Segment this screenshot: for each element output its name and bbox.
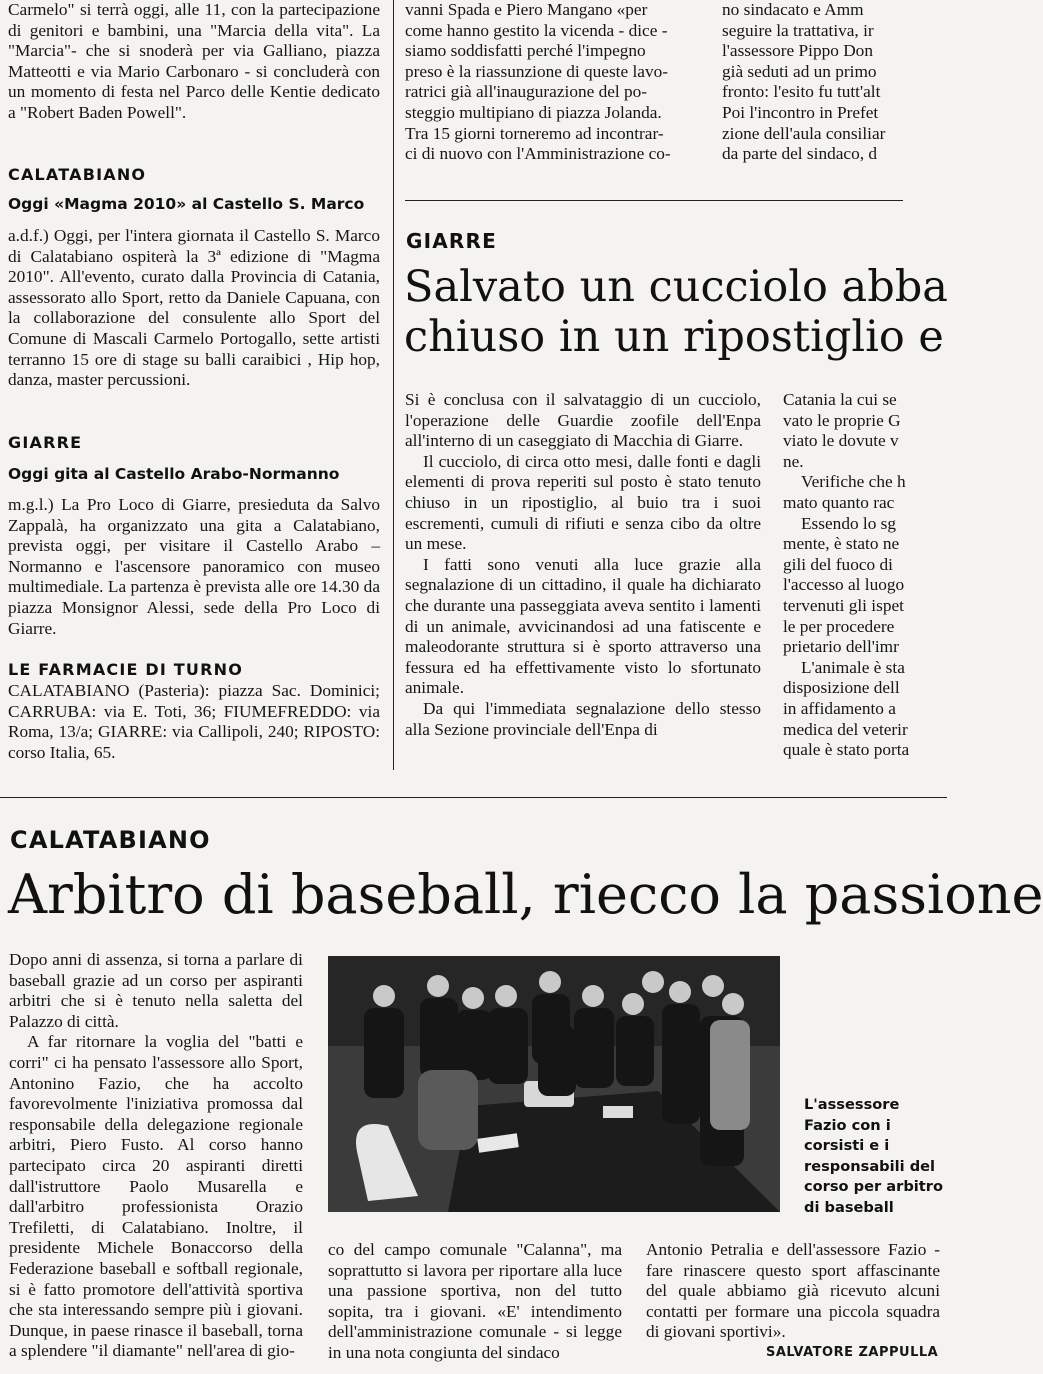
paragraph: Antonio Petralia e dell'assessore Fazio - fare rinascere questo sport affascinante del quale abbiamo già ricevuto alcuni contatti per formare una piccola squadra di giovani sportivi». — [646, 1240, 940, 1342]
text-line: disposizione dell — [783, 678, 900, 698]
article-divider — [0, 797, 947, 798]
text-line: preso è la riassunzione di queste lavo- — [405, 61, 668, 81]
text-line: Poi l'incontro in Prefet — [722, 102, 879, 122]
headline-baseball: Arbitro di baseball, riecco la passione — [8, 863, 1043, 926]
team-photo — [328, 956, 780, 1212]
text-line: ratrici già all'inaugurazione del po- — [405, 82, 648, 102]
text-line: zione dell'aula consiliar — [722, 123, 886, 143]
text-line: L'animale è sta — [801, 657, 905, 677]
kicker-giarre: GIARRE — [406, 229, 497, 253]
text-line: fronto: l'esito fu tutt'alt — [722, 82, 881, 102]
brief-intro — [8, 0, 380, 124]
kicker-calatabiano: CALATABIANO — [10, 826, 211, 854]
top-mid-column — [405, 0, 707, 165]
column-divider-left — [393, 0, 394, 770]
text-line: Essendo lo sg — [801, 513, 897, 533]
section-divider — [405, 200, 903, 201]
kicker-farmacie: LE FARMACIE DI TURNO — [8, 660, 244, 679]
text-line: prietario dell'imr — [783, 637, 899, 657]
cucciolo-column-a — [405, 390, 761, 740]
text-line: tervenuti gli ispet — [783, 595, 904, 615]
baseball-column-2 — [328, 1240, 622, 1364]
text-line: l'accesso al luogo — [783, 575, 905, 595]
baseball-column-3 — [646, 1240, 940, 1343]
baseball-column-1 — [9, 950, 303, 1362]
photo-illustration — [328, 956, 780, 1212]
brief-intro-text: Carmelo" si terrà oggi, alle 11, con la partecipazione di genitori e bambini, una "Marcia della vita". La "Marcia"- che si snoderà per via Galliano, piazza Matteotti e via Mario Carbonaro - si concluderà con un momento di festa nel Parco delle Kentie dedicato a "Robert Baden Powell". — [8, 0, 380, 122]
text-line: da parte del sindaco, d — [722, 144, 877, 164]
farmacie-body — [8, 681, 380, 763]
paragraph: Dopo anni di assenza, si torna a parlare di baseball grazie ad un corso per aspiranti arbitri che si è tenuto nella saletta del Palazzo di città. — [9, 950, 303, 1031]
text-line: seguire la trattativa, ir — [722, 20, 874, 40]
text-line: steggio multipiano di piazza Jolanda. — [405, 102, 662, 122]
brief-gita-text: m.g.l.) La Pro Loco di Giarre, presieduta da Salvo Zappalà, ha organizzato una gita a Calatabiano, prevista oggi, per visitare il Castello Arabo – Normanno e l'ascensore panoramico con museo multimediale. La partenza è prevista alle ore 14.30 da piazza Monsignor Alessi, sede della Pro Loco di Giarre. — [8, 495, 380, 638]
paragraph: Da qui l'immediata segnalazione dello stesso alla Sezione provinciale dell'Enpa di — [405, 698, 761, 739]
text-line: vanni Spada e Piero Mangano «per — [405, 0, 648, 19]
text-line: mente, è stato ne — [783, 534, 900, 554]
text-line: Tra 15 giorni torneremo ad incontrar- — [405, 123, 664, 143]
text-line: l'assessore Pippo Don — [722, 41, 873, 61]
text-line: come hanno gestito la vicenda - dice - — [405, 20, 668, 40]
photo-caption: L'assessore Fazio con i corsisti e i responsabili del corso per arbitro di baseball — [804, 1096, 943, 1216]
brief-magma-headline: Oggi «Magma 2010» al Castello S. Marco — [8, 195, 365, 213]
top-right-column — [722, 0, 900, 165]
paragraph: A far ritornare la voglia del "batti e corri" ci ha pensato l'assessore allo Sport, Antonino Fazio, che ha accolto favorevolmente l'iniziativa promossa dal responsabile della delegazione regionale arbitri, Piero Fusto. Al corso hanno partecipato circa 20 aspiranti diretti dall'istruttore Paolo Musarella e dall'arbitro professionista Orazio Trefiletti, di Calatabiano. Inoltre, il presidente Michele Bonaccorso della Federazione baseball e softball regionale, si è fatto promotore dell'attività sportiva che sta interessando sempre più i giovani. Dunque, in paese rinasce il baseball, torna a splendere "il diamante" nell'area di gio- — [9, 1032, 303, 1361]
brief-magma-body — [8, 226, 380, 391]
text-line: medica del veterir — [783, 719, 908, 739]
text-line: mato quanto rac — [783, 492, 895, 512]
kicker-calatabiano-brief: CALATABIANO — [8, 165, 147, 184]
brief-magma-text: a.d.f.) Oggi, per l'intera giornata il Castello S. Marco di Calatabiano ospiterà la 3ª edizione di "Magma 2010". All'evento, curato dalla Provincia di Catania, assessorato allo Sport, retto da Daniele Capuana, con la collaborazione del consulente allo Sport del Comune di Mascali Carmelo Portogallo, sette artisti terranno 15 ore di stage su balli caraibici , Hip hop, danza, master percussioni. — [8, 226, 380, 390]
text-line: viato le dovute v — [783, 431, 899, 451]
kicker-giarre-brief: GIARRE — [8, 433, 83, 452]
text-line: Verifiche che h — [801, 472, 906, 492]
text-line: ci di nuovo con l'Amministrazione co- — [405, 144, 671, 164]
brief-gita-headline: Oggi gita al Castello Arabo-Normanno — [8, 465, 340, 483]
text-line: quale è stato porta — [783, 740, 910, 760]
paragraph: Si è conclusa con il salvataggio di un cucciolo, l'operazione delle Guardie zoofile dell'Enpa all'interno di un caseggiato di Macchia di Giarre. — [405, 390, 761, 451]
paragraph: Il cucciolo, di circa otto mesi, dalle fonti e dagli elementi di prova reperiti sul posto è stato tenuto chiuso in un ripostiglio, al buio tra i suoi escrementi, cumuli di rifiuti e senza cibo da oltre un mese. — [405, 451, 761, 554]
text-line: in affidamento a — [783, 698, 896, 718]
text-line: già seduti ad un primo — [722, 61, 877, 81]
farmacie-text: CALATABIANO (Pasteria): piazza Sac. Dominici; CARRUBA: via E. Toti, 36; FIUMEFREDDO: via Roma, 13/a; GIARRE: via Callipoli, 240; RIPOSTO: corso Italia, 65. — [8, 681, 380, 762]
text-line: vato le proprie G — [783, 410, 901, 430]
headline-line-2: chiuso in un ripostiglio e — [404, 312, 944, 362]
text-line: no sindacato e Amm — [722, 0, 864, 19]
headline-cucciolo — [404, 262, 948, 362]
text-line: gili del fuoco di — [783, 554, 893, 574]
headline-line-1: Salvato un cucciolo abba — [404, 262, 948, 312]
text-line: le per procedere — [783, 616, 895, 636]
paragraph: I fatti sono venuti alla luce grazie alla segnalazione di un cittadino, il quale ha dichiarato che durante una passeggiata aveva sentito i lamenti di un animale, avvicinandosi ad una fatiscente e maleodorante struttura si è sporto attraverso una fessura ed ha effettivamente visto lo sfortunato animale. — [405, 554, 761, 698]
text-line: Catania la cui se — [783, 390, 897, 409]
brief-gita-body — [8, 495, 380, 639]
text-line: siamo soddisfatti perché l'impegno — [405, 41, 646, 61]
cucciolo-column-b — [783, 390, 925, 761]
text-line: ne. — [783, 451, 804, 471]
paragraph: co del campo comunale "Calanna", ma soprattutto si lavora per riportare alla luce una passione sportiva, non del tutto sopita, tra i giovani. «E' intendimento dell'amministrazione comunale - si legge in una nota congiunta del sindaco — [328, 1240, 622, 1362]
byline: SALVATORE ZAPPULLA — [766, 1345, 939, 1360]
